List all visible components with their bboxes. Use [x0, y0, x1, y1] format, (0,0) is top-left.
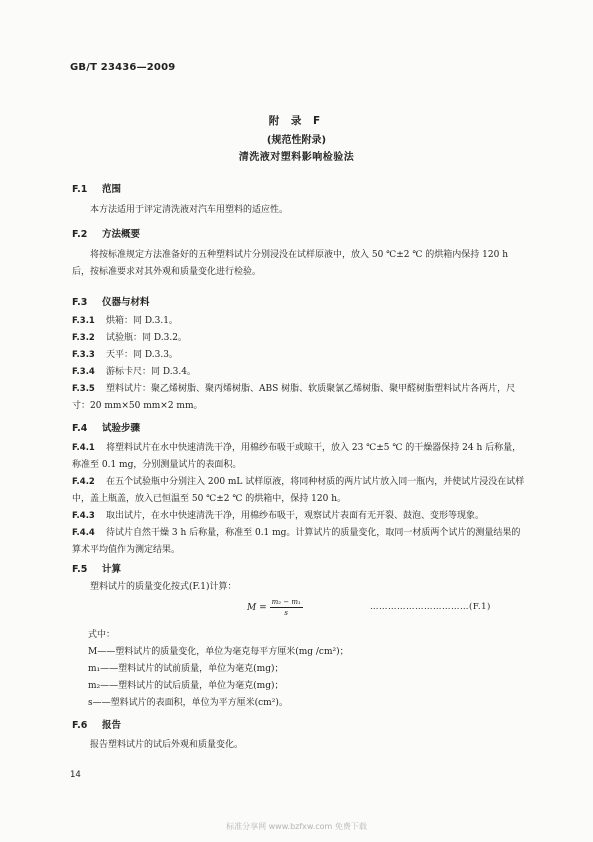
- paragraph-f2: 将按标准规定方法准备好的五种塑料试片分别浸没在试样原液中，放入 50 ℃±2 ℃ 的烘箱内保持 120 h 后，按标准要求对其外观和质量变化进行检验。: [72, 250, 508, 277]
- item-number: F.3.1: [72, 316, 95, 326]
- item-number: F.4.1: [72, 443, 95, 453]
- item-text: 在五个试验瓶中分别注入 200 mL 试样原液，将同种材质的两片试片放入同一瓶内，并使试片浸没在试样中，盖上瓶盖，放入已恒温至 50 ℃±2 ℃ 的烘箱中，保持 120 h。: [72, 477, 525, 504]
- item-text: 烘箱：同 D.3.1。: [106, 316, 178, 326]
- section-title: 仪器与材料: [102, 297, 150, 308]
- item-number: F.4.2: [72, 477, 95, 487]
- section-heading-f2: [72, 226, 140, 240]
- formula-numerator: m₂ − m₁: [271, 598, 301, 606]
- section-title: 方法概要: [102, 229, 141, 240]
- section-heading-f5: [72, 561, 121, 575]
- standard-code: GB/T 23436—2009: [70, 62, 176, 73]
- section-number: F.1: [72, 184, 88, 195]
- list-item: [72, 474, 528, 508]
- section-number: F.5: [72, 564, 88, 575]
- variable-definition: m₁——塑料试片的试前质量，单位为毫克(mg)；: [88, 664, 284, 674]
- item-text: 游标卡尺：同 D.3.4。: [106, 367, 196, 377]
- formula-reference: ……………………………(F.1): [370, 602, 491, 612]
- section-title: 试验步骤: [102, 423, 141, 434]
- item-text: 将塑料试片在水中快速清洗干净，用棉纱布吸干或晾干，放入 23 ℃±5 ℃ 的干燥器保持 24 h 后称量，称准至 0.1 mg，分别测量试片的表面积。: [72, 443, 522, 470]
- section-heading-f6: [72, 717, 121, 731]
- item-text: 取出试片，在水中快速清洗干净，用棉纱布吸干，观察试片表面有无开裂、鼓泡、变形等现象。: [106, 511, 485, 521]
- section-title: 计算: [102, 564, 122, 575]
- paragraph-f6: 报告塑料试片的试后外观和质量变化。: [90, 740, 244, 750]
- item-number: F.3.2: [72, 333, 95, 343]
- list-item: [72, 440, 528, 474]
- section-title: 报告: [102, 720, 122, 731]
- where-label: 式中：: [88, 630, 116, 640]
- formula-denominator: s: [284, 609, 289, 617]
- list-item: [72, 347, 528, 364]
- formula-fraction: [270, 598, 303, 617]
- section-number: F.6: [72, 720, 88, 731]
- appendix-name: 清洗液对塑料影响检验法: [238, 152, 355, 163]
- formula-f1: [247, 598, 303, 617]
- variable-definition: M——塑料试片的质量变化，单位为毫克每平方厘米(mg /cm²)；: [88, 647, 349, 657]
- list-item: [72, 381, 528, 415]
- item-text: 塑料试片：聚乙烯树脂、聚丙烯树脂、ABS 树脂、软质聚氯乙烯树脂、聚甲醛树脂塑料试片各两片，尺寸：20 mm×50 mm×2 mm。: [72, 384, 516, 411]
- item-number: F.3.3: [72, 350, 95, 360]
- section-number: F.3: [72, 297, 88, 308]
- list-item: [72, 313, 528, 330]
- variable-definition: s——塑料试片的表面积，单位为平方厘米(cm²)。: [88, 698, 288, 708]
- item-text: 待试片自然干燥 3 h 后称量，称准至 0.1 mg。计算试片的质量变化，取同一材质两个试片的测量结果的算术平均值作为测定结果。: [72, 528, 521, 555]
- list-item: [72, 364, 528, 381]
- section-number: F.2: [72, 229, 88, 240]
- item-number: F.3.4: [72, 367, 95, 377]
- appendix-type: (规范性附录): [266, 135, 327, 146]
- section-heading-f4: [72, 420, 140, 434]
- item-number: F.3.5: [72, 384, 95, 394]
- formula-lhs: M =: [247, 602, 267, 613]
- section-heading-f1: [72, 181, 121, 195]
- item-text: 试验瓶：同 D.3.2。: [106, 333, 187, 343]
- list-item: [72, 330, 528, 347]
- item-text: 天平：同 D.3.3。: [106, 350, 178, 360]
- paragraph-f5-intro: 塑料试片的质量变化按式(F.1)计算：: [90, 582, 237, 592]
- item-number: F.4.3: [72, 511, 95, 521]
- section-heading-f3: [72, 294, 150, 308]
- section-title: 范围: [102, 184, 122, 195]
- appendix-title: 附 录 F: [268, 115, 325, 127]
- section-number: F.4: [72, 423, 88, 434]
- variable-definition: m₂——塑料试片的试后质量，单位为毫克(mg)；: [88, 681, 284, 691]
- item-number: F.4.4: [72, 528, 95, 538]
- page-number: 14: [70, 770, 81, 780]
- list-item: [72, 525, 528, 559]
- list-item: [72, 508, 528, 525]
- watermark-text: 标准分享网 www.bzfxw.com 免费下载: [226, 822, 367, 831]
- paragraph-f1: 本方法适用于评定清洗液对汽车用塑料的适应性。: [90, 205, 289, 215]
